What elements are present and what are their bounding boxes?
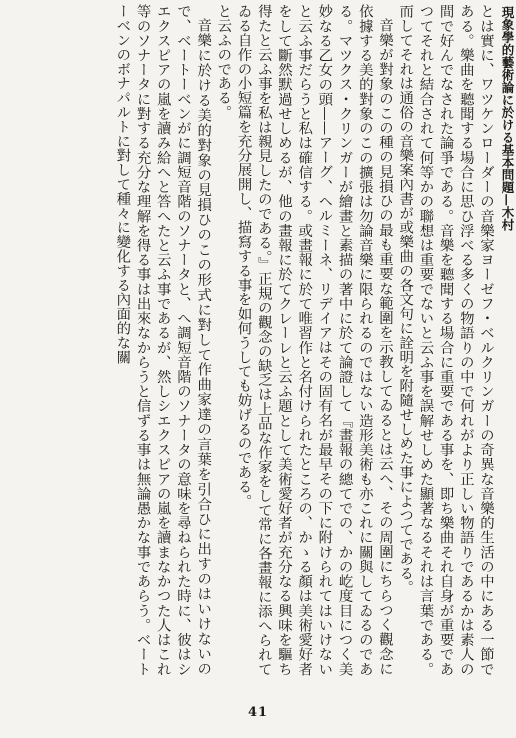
page-number: 41 <box>247 705 269 720</box>
paragraph-4: 音樂に於ける美的對象の見損ひのこの形式に對して作曲家達の言葉を引合ひに出すのはいけないので、ベートーベンがに調短音階のソナータと、へ調短音階のソナータの意味を尋ねられた時に、彼はシエクスピアの嵐を讀み給へと答へたと云ふ事であるが、然しシエクスピアの嵐を讀まなかつた人はこれ等のソナータに對する充分な理解を得る事は出來なからうと信ずる事は無論愚かな事であらう。ベートーベンのボナパルトに對して種々に變化する內面的な關 <box>114 4 212 676</box>
running-head: 現象學的藝術論に於ける基本問題—木村 <box>500 6 515 231</box>
paragraph-3: と云ふのである。 <box>215 4 232 120</box>
body-text <box>14 4 496 676</box>
paragraph-1: とは實に、ワツケンローダーの音樂家ヨーゼフ・ベルクリンガーの奇異な音樂的生活の中にある一節である。樂曲を聽聞する場合に思ひ浮べる多くの物語りの中で何れがより正しい物語りであるかは素人の間で好んでなされた論爭である。音樂を聽聞する場合に重要である事を、即ち樂曲それ自身が重要であつてそれと結合されて何等かの聯想は重要でないと云ふ事を誤解せしめた顯著なるそれは言葉である。而してそれは通俗の音樂案內書が或樂曲の各文句に詮明を附隨せしめた事によつてである。 <box>397 4 494 676</box>
paragraph-2: 音樂が對象のこの種の見損ひの最も重要な範圍を示教してゐるとは云へ、その周圍にちらつく觀念に依據する美的對象のこの擴張は勿論音樂に限られるのではない造形美術も亦これに關與してゐるのである。マツクス・クリンガーが繪畫と素描の著中に於て論證して『畫報の總てでの、かの屹度目につく美妙なる乙女の頭——アーグ、ヘルミーネ、リデイアはその固有名が最早その下に附けられてはいけないと云ふ事だらうと私は確信する。或畫報に於て唯習作と名付けられたところの、かゝる顏は美術愛好者をして斷然默過せしめるが、他の畫報に於てクレーレと云ふ題として美術愛好者が充分なる興味を驅ち得たと云ふ事を私は親見したのである。』正規の觀念の缺乏は上品な作家をして常に各畫報に添へられてゐる自作の小短篇を充分展開し、描寫する事を如何うしても妨げるのである。 <box>235 4 393 676</box>
